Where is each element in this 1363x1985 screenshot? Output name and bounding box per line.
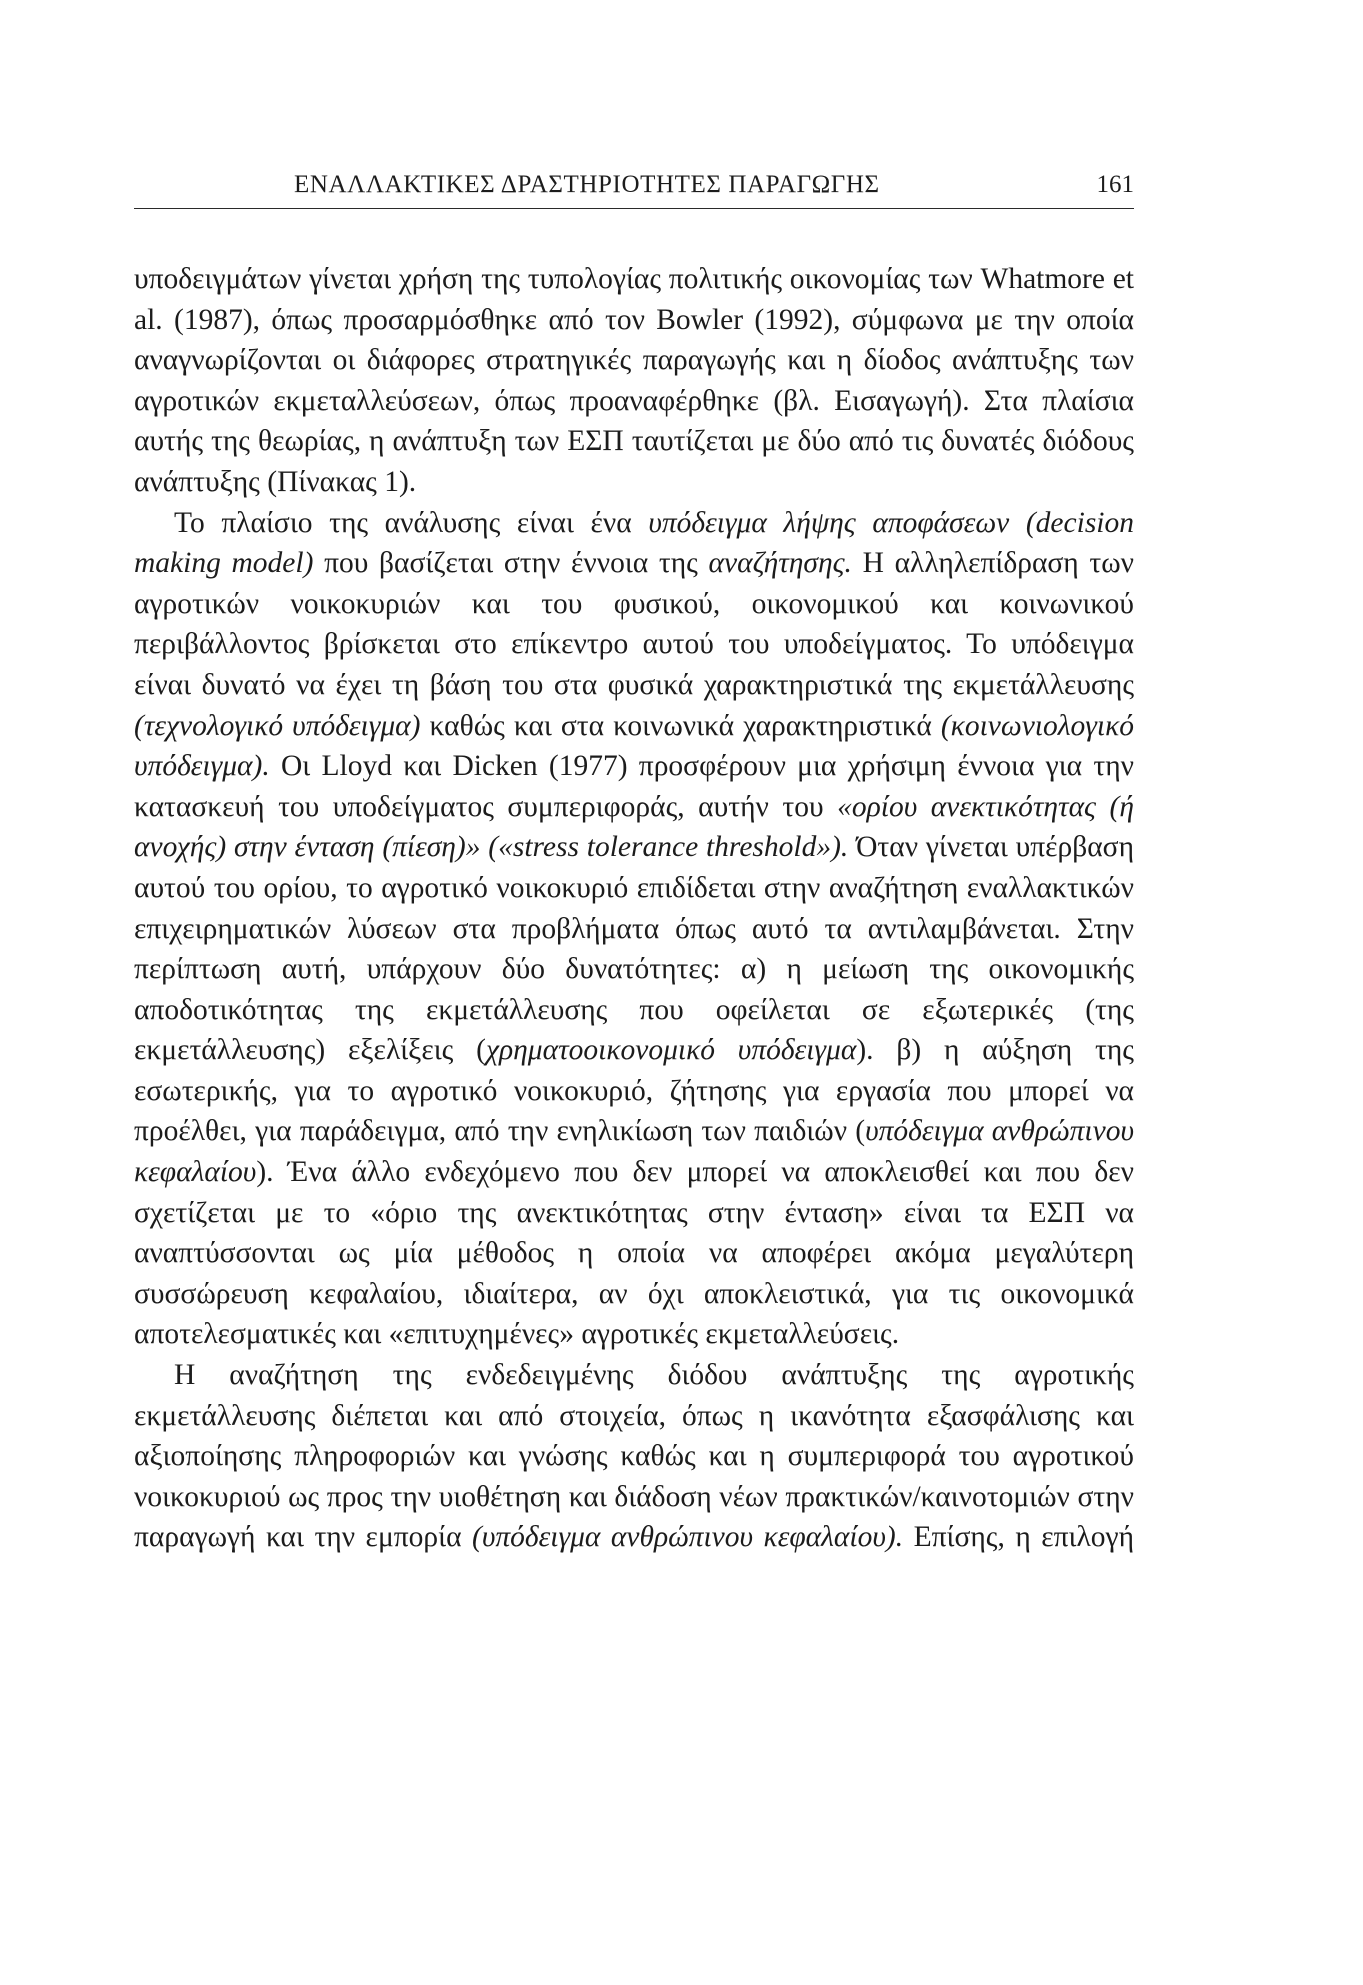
- text-run: Η αναζήτηση της ενδεδειγμένης διόδου ανάπτυξης της αγροτικής εκμετάλλευσης διέπεται και από στοιχεία, όπως η ικανότητα εξασφάλισης και αξιοποίησης πληροφοριών και γνώσης καθώς και η συμπεριφορά του αγροτικού νοικοκυριού ως προς την υιοθέτηση και διάδοση νέων πρακτικών/καινοτομιών στην παραγωγή και την εμπορία: [134, 1359, 1134, 1554]
- text-run: ). Ένα άλλο ενδεχόμενο που δεν μπορεί να αποκλεισθεί και που δεν σχετίζεται με το «όριο της ανεκτικότητας στην ένταση» είναι τα ΕΣΠ να αναπτύσσονται ως μία μέθοδος η οποία να αποφέρει ακόμα μεγαλύτερη συσσώρευση κεφαλαίου, ιδιαίτερα, αν όχι αποκλειστικά, για τις οικονομικά αποτελεσματικές και «επιτυχημένες» αγροτικές εκμεταλλεύσεις.: [134, 1156, 1134, 1351]
- text-run: Όταν γίνεται υπέρβαση αυτού του ορίου, το αγροτικό νοικοκυριό επιδίδεται στην αναζήτηση εναλλακτικών επιχειρηματικών λύσεων στα προβλήματα όπως αυτό τα αντιλαμβάνεται. Στην περίπτωση αυτή, υπάρχουν δύο δυνατότητες: α) η μείωση της οικονομικής αποδοτικότητας της εκμετάλλευσης που οφείλεται σε εξωτερικές (της εκμετάλλευσης) εξελίξεις (: [134, 831, 1134, 1067]
- page-number: 161: [1096, 171, 1134, 198]
- text-run: Επίσης, η επιλογή: [903, 1521, 1134, 1554]
- text-run: υποδειγμάτων γίνεται χρήση της τυπολογίας πολιτικής οικονομίας των Whatmore et al. (1987), όπως προσαρμόσθηκε από τον Bowler (1992), σύμφωνα με την οποία αναγνωρίζονται οι διάφορες στρατηγικές παραγωγής και η δίοδος ανάπτυξης των αγροτικών εκμεταλλεύσεων, όπως προαναφέρθηκε (βλ. Εισαγωγή). Στα πλαίσια αυτής της θεωρίας, η ανάπτυξη των ΕΣΠ ταυτίζεται με δύο από τις δυνατές διόδους ανάπτυξης (Πίνακας 1).: [134, 263, 1134, 498]
- italic-term: χρηματοοικονομικό υπόδειγμα: [486, 1034, 857, 1067]
- text-run: Οι Lloyd και Dicken (1977) προσφέρουν μια χρήσιμη έννοια για την κατασκευή του υποδείγματος συμπεριφοράς, αυτήν του: [134, 750, 1134, 823]
- italic-term: υπόδειγμα ανθρώπινου κεφαλαίου: [134, 1115, 1134, 1189]
- italic-term: αναζήτησης.: [708, 547, 852, 580]
- italic-term: (κοινωνιολογικό υπόδειγμα).: [134, 709, 1134, 783]
- body-text: [134, 259, 1134, 1558]
- text-run: Το πλαίσιο της ανάλυσης είναι ένα: [174, 506, 649, 539]
- text-run: Η αλληλεπίδραση των αγροτικών νοικοκυριών και του φυσικού, οικονομικού και κοινωνικού περιβάλλοντος βρίσκεται στο επίκεντρο αυτού του υποδείγματος. Το υπόδειγμα είναι δυνατό να έχει τη βάση του στα φυσικά χαρακτηριστικά της εκμετάλλευσης: [134, 547, 1134, 701]
- paragraph-3: [134, 1355, 1134, 1558]
- italic-term: υπόδειγμα λήψης αποφάσεων (decision making model): [134, 506, 1134, 580]
- running-head: [134, 168, 1134, 209]
- text-run: ). β) η αύξηση της εσωτερικής, για το αγροτικό νοικοκυριό, ζήτησης για εργασία που μπορεί να προέλθει, για παράδειγμα, από την ενηλικίωση των παιδιών (: [134, 1034, 1134, 1148]
- italic-term: (τεχνολογικό υπόδειγμα): [134, 709, 421, 742]
- italic-term: «ορίου ανεκτικότητας (ή ανοχής) στην ένταση (πίεση)» («stress tolerance threshold»).: [134, 790, 1134, 864]
- text-run: καθώς και στα κοινωνικά χαρακτηριστικά: [420, 709, 941, 742]
- paragraph-2: [134, 503, 1134, 1355]
- italic-term: (υπόδειγμα ανθρώπινου κεφαλαίου).: [472, 1521, 904, 1554]
- paragraph-1: [134, 259, 1134, 503]
- running-title: ΕΝΑΛΛΑΚΤΙΚΕΣ ΔΡΑΣΤΗΡΙΟΤΗΤΕΣ ΠΑΡΑΓΩΓΗΣ: [294, 171, 880, 198]
- text-run: που βασίζεται στην έννοια της: [313, 547, 709, 580]
